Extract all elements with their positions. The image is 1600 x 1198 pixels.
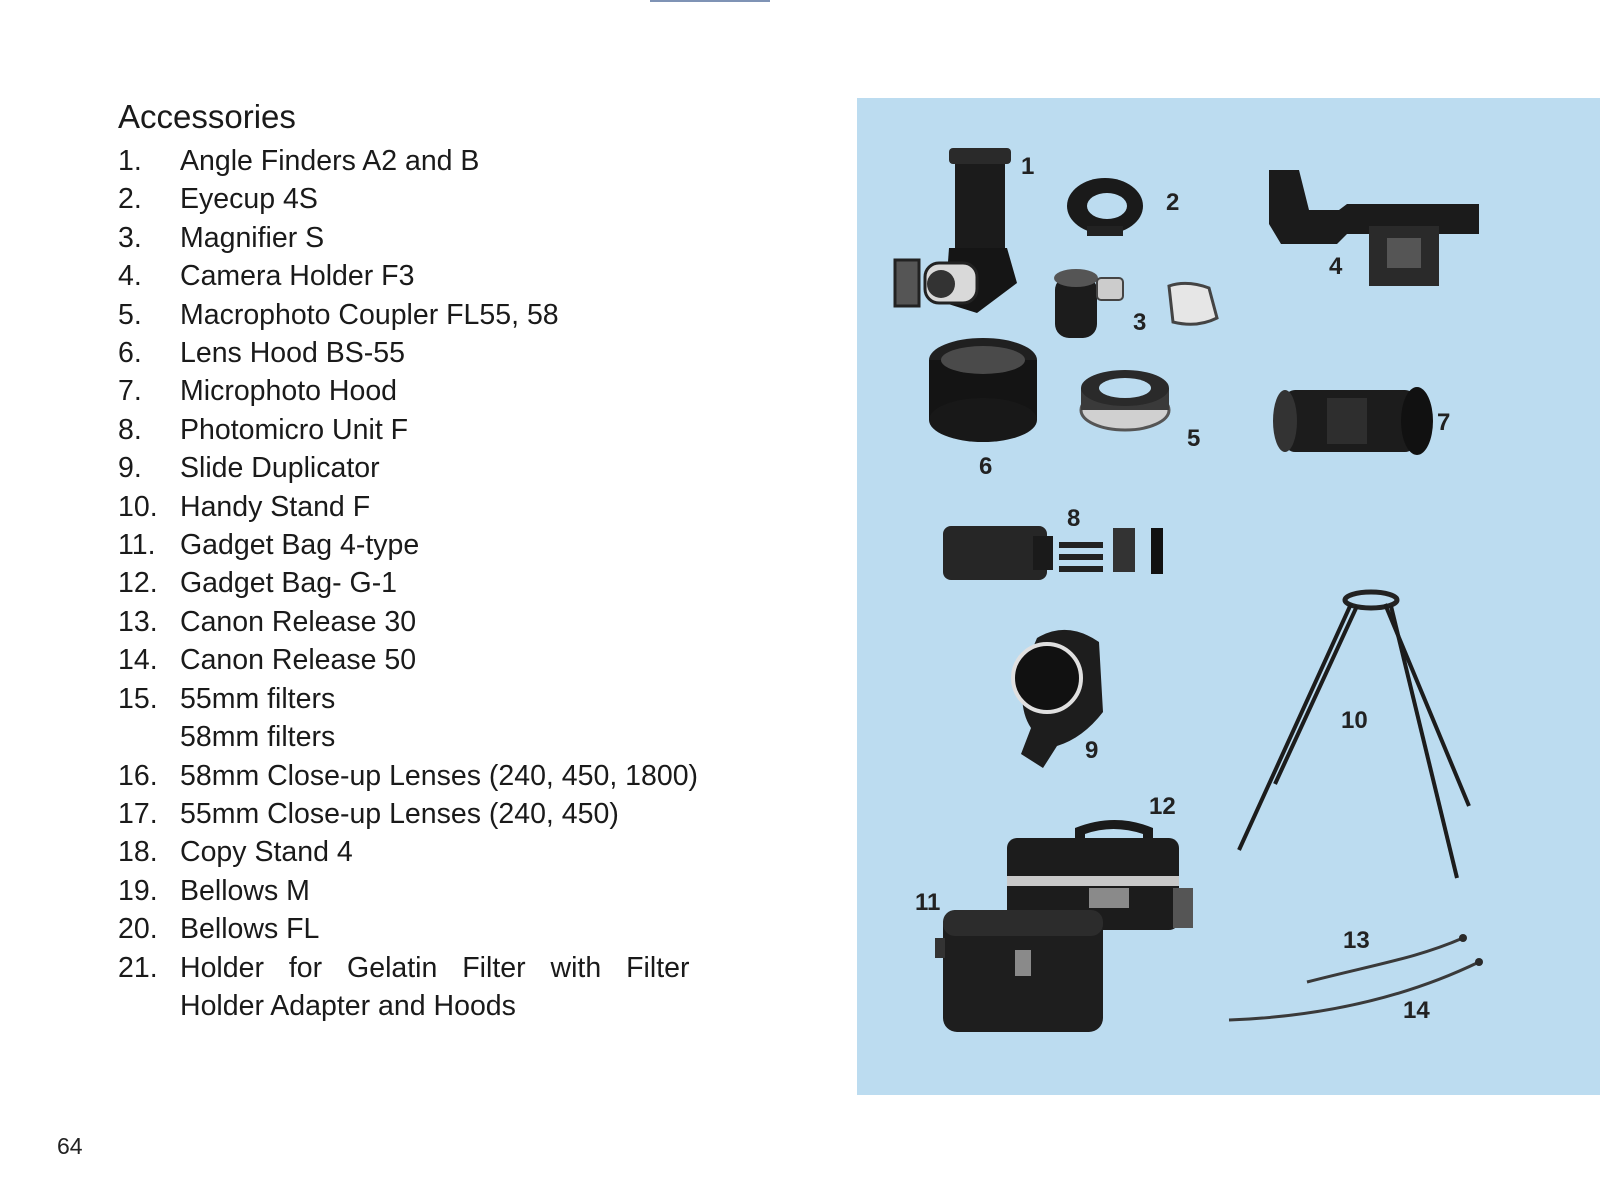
list-item xyxy=(118,449,778,487)
item-number: 2. xyxy=(118,183,142,216)
camera-holder-image xyxy=(1269,170,1479,286)
lens-hood-image xyxy=(929,338,1037,442)
callout-label: 9 xyxy=(1085,737,1099,764)
list-item xyxy=(118,526,778,564)
item-number: 5. xyxy=(118,298,142,331)
list-item xyxy=(118,334,778,372)
list-item xyxy=(118,603,778,641)
callout-label: 4 xyxy=(1329,253,1343,280)
list-item xyxy=(118,680,778,718)
list-item xyxy=(118,411,778,449)
top-edge-mark xyxy=(650,0,770,2)
item-number: 4. xyxy=(118,260,142,293)
item-label: Camera Holder F3 xyxy=(180,260,415,293)
gadget-bag-4-type-image xyxy=(935,910,1103,1032)
item-label: Canon Release 30 xyxy=(180,605,417,638)
list-item xyxy=(118,180,778,218)
item-label: Macrophoto Coupler FL55, 58 xyxy=(180,298,559,331)
list-item xyxy=(118,757,778,795)
list-item xyxy=(118,718,778,756)
photomicro-unit-image xyxy=(943,526,1163,580)
item-label: Gadget Bag 4-type xyxy=(180,529,420,562)
item-number: 12. xyxy=(118,567,158,600)
list-item xyxy=(118,564,778,602)
item-number: 15. xyxy=(118,682,158,715)
item-number: 14. xyxy=(118,644,158,677)
callout-label: 13 xyxy=(1343,927,1370,954)
list-item xyxy=(118,142,778,180)
item-label: 55mm Close-up Lenses (240, 450) xyxy=(180,797,619,830)
list-item xyxy=(118,987,778,1025)
item-number: 7. xyxy=(118,375,142,408)
item-label: Eyecup 4S xyxy=(180,183,318,216)
item-label: Bellows FL xyxy=(180,913,320,946)
accessories-illustration xyxy=(857,98,1600,1095)
item-number: 20. xyxy=(118,913,158,946)
handy-stand-image xyxy=(1239,592,1469,878)
item-number: 16. xyxy=(118,759,158,792)
accessories-list xyxy=(118,142,778,1025)
item-label: Angle Finders A2 and B xyxy=(180,145,480,177)
item-number: 9. xyxy=(118,452,142,485)
item-number: 21. xyxy=(118,951,158,984)
item-label: Gadget Bag- G-1 xyxy=(180,567,398,600)
list-item xyxy=(118,296,778,334)
list-item xyxy=(118,795,778,833)
macrophoto-coupler-image xyxy=(1081,370,1169,430)
item-label: Canon Release 50 xyxy=(180,644,417,677)
callout-label: 1 xyxy=(1021,153,1035,180)
item-label: 55mm filters xyxy=(180,682,336,715)
list-item xyxy=(118,641,778,679)
item-label: Microphoto Hood xyxy=(180,375,398,408)
item-number: 10. xyxy=(118,490,158,523)
accessories-photo xyxy=(857,98,1600,1095)
callout-label: 14 xyxy=(1403,997,1430,1024)
item-number: 17. xyxy=(118,797,158,830)
item-label: Holder Adapter and Hoods xyxy=(180,989,516,1022)
callout-label: 3 xyxy=(1133,309,1147,336)
cable-release-30-image xyxy=(1307,934,1467,982)
callout-label: 7 xyxy=(1437,409,1451,436)
item-number: 1. xyxy=(118,145,142,177)
microphoto-hood-image xyxy=(1273,387,1433,455)
item-label: Holder for Gelatin Filter with Filter xyxy=(180,951,690,984)
item-number: 19. xyxy=(118,874,158,907)
item-label: Magnifier S xyxy=(180,221,325,254)
item-number: 8. xyxy=(118,413,142,446)
list-item xyxy=(118,833,778,871)
item-number: 13. xyxy=(118,605,158,638)
list-item xyxy=(118,949,778,987)
item-label: 58mm filters xyxy=(180,721,336,754)
item-label: Lens Hood BS-55 xyxy=(180,337,405,370)
cable-release-50-image xyxy=(1229,958,1483,1020)
callout-label: 8 xyxy=(1067,505,1081,532)
item-label: Bellows M xyxy=(180,874,310,907)
list-item xyxy=(118,488,778,526)
callout-label: 5 xyxy=(1187,425,1201,452)
callout-label: 10 xyxy=(1341,707,1368,734)
page-title: Accessories xyxy=(118,98,296,135)
callout-label: 2 xyxy=(1166,189,1180,216)
item-label: Handy Stand F xyxy=(180,490,371,523)
item-label: Photomicro Unit F xyxy=(180,413,409,446)
list-item xyxy=(118,257,778,295)
item-number: 3. xyxy=(118,221,142,254)
eyecup-image xyxy=(1067,178,1143,236)
list-item xyxy=(118,219,778,257)
item-number: 18. xyxy=(118,836,158,869)
callout-label: 12 xyxy=(1149,793,1176,820)
page-number: 64 xyxy=(57,1133,83,1159)
callout-label: 11 xyxy=(915,889,941,916)
item-number: 11. xyxy=(118,529,156,562)
callout-label: 6 xyxy=(979,453,993,480)
item-label: 58mm Close-up Lenses (240, 450, 1800) xyxy=(180,759,699,792)
item-number: 6. xyxy=(118,337,142,370)
angle-finder-image xyxy=(895,148,1017,313)
list-item xyxy=(118,910,778,948)
list-item xyxy=(118,372,778,410)
list-item xyxy=(118,872,778,910)
item-label: Copy Stand 4 xyxy=(180,836,353,869)
item-label: Slide Duplicator xyxy=(180,452,380,485)
